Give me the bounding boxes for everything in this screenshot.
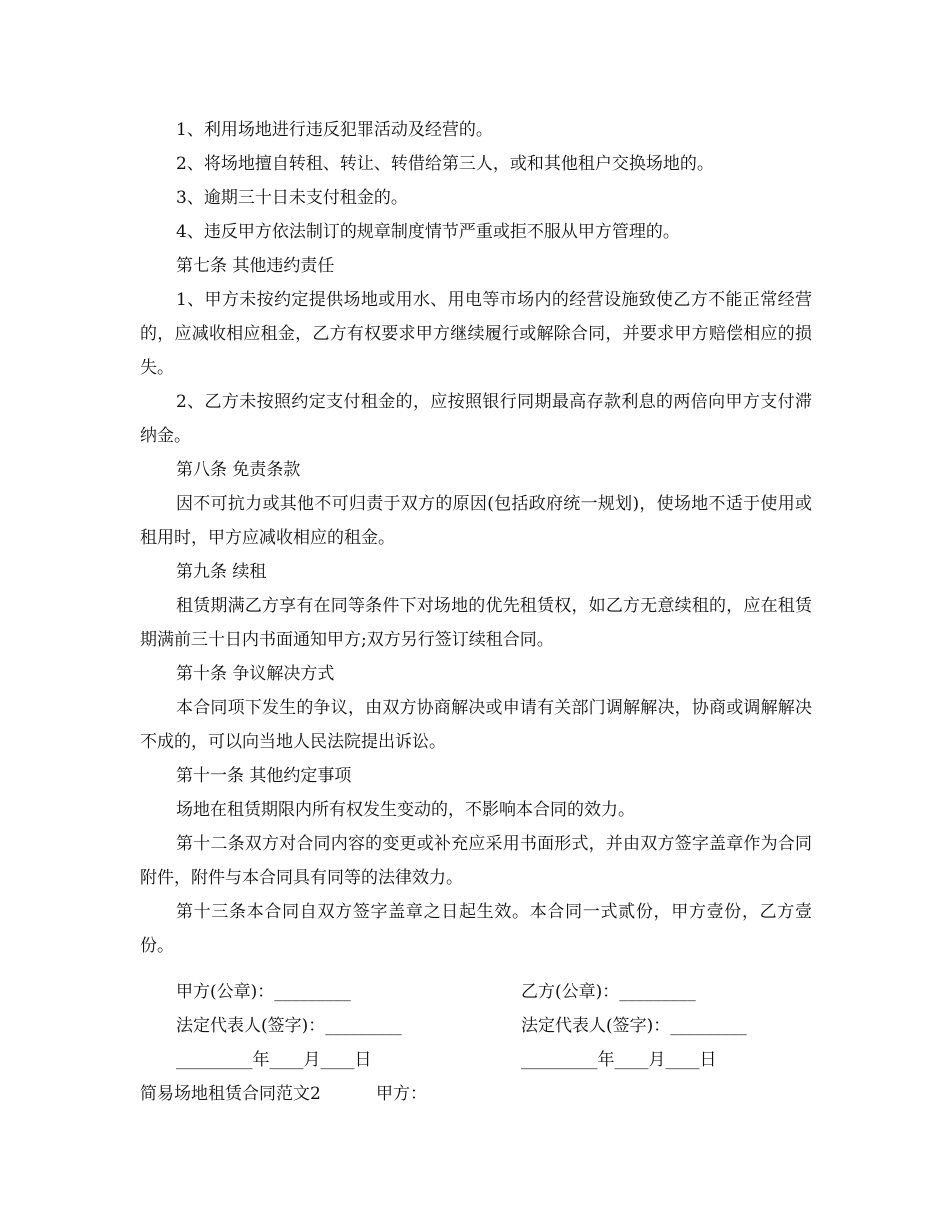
- article-11-heading: 第十一条 其他约定事项: [176, 766, 352, 786]
- party-b-date-line: _________年____月____日: [521, 1050, 717, 1070]
- clause-item-4: 4、违反甲方依法制订的规章制度情节严重或拒不服从甲方管理的。: [176, 222, 680, 242]
- article-7-heading: 第七条 其他违约责任: [176, 256, 335, 276]
- article-7-item-1: 1、甲方未按约定提供场地或用水、用电等市场内的经营设施致使乙方不能正常经营的，应减收相应租金，乙方有权要求甲方继续履行或解除合同，并要求甲方赔偿相应的损失。: [140, 290, 812, 378]
- clause-item-2: 2、将场地擅自转租、转让、转借给第三人，或和其他租户交换场地的。: [176, 154, 714, 174]
- party-a-date-line: _________年____月____日: [176, 1050, 372, 1070]
- party-a-rep-line: 法定代表人(签字)：_________: [176, 1016, 402, 1036]
- article-9-body: 租赁期满乙方享有在同等条件下对场地的优先租赁权，如乙方无意续租的，应在租赁期满前三十日内书面通知甲方;双方另行签订续租合同。: [140, 596, 812, 650]
- article-12-body: 第十二条双方对合同内容的变更或补充应采用书面形式，并由双方签字盖章作为合同附件，附件与本合同具有同等的法律效力。: [140, 834, 812, 888]
- article-8-heading: 第八条 免责条款: [176, 460, 301, 480]
- article-13-body: 第十三条本合同自双方签字盖章之日起生效。本合同一式贰份，甲方壹份，乙方壹份。: [140, 902, 812, 956]
- article-7-item-2: 2、乙方未按照约定支付租金的，应按照银行同期最高存款利息的两倍向甲方支付滞纳金。: [140, 392, 812, 446]
- article-10-heading: 第十条 争议解决方式: [176, 664, 335, 684]
- party-a-seal-line: 甲方(公章)：_________: [176, 982, 351, 1002]
- clause-item-1: 1、利用场地进行违反犯罪活动及经营的。: [176, 120, 493, 140]
- next-document-party-label: 甲方：: [376, 1084, 427, 1104]
- next-document-title: 简易场地租赁合同范文2: [140, 1084, 321, 1104]
- article-11-body: 场地在租赁期限内所有权发生变动的，不影响本合同的效力。: [176, 800, 635, 820]
- clause-item-3: 3、逾期三十日未支付租金的。: [176, 188, 408, 208]
- article-8-body: 因不可抗力或其他不可归责于双方的原因(包括政府统一规划)，使场地不适于使用或租用时，甲方应减收相应的租金。: [140, 494, 812, 548]
- party-b-seal-line: 乙方(公章)：_________: [521, 982, 696, 1002]
- article-9-heading: 第九条 续租: [176, 562, 267, 582]
- article-10-body: 本合同项下发生的争议，由双方协商解决或申请有关部门调解解决，协商或调解解决不成的，可以向当地人民法院提出诉讼。: [140, 698, 812, 752]
- party-b-rep-line: 法定代表人(签字)：_________: [521, 1016, 747, 1036]
